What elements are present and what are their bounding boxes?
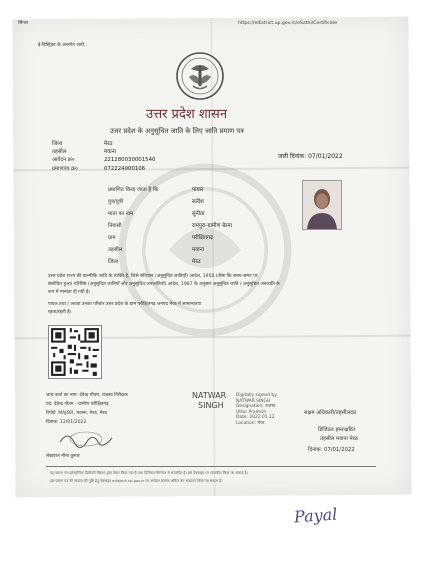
district-label: जिला	[52, 141, 63, 147]
field-label: पुत्र/पुत्री	[108, 199, 124, 205]
certificate-no-value: 072224000106	[104, 166, 146, 172]
field-value: सतीश	[192, 199, 204, 205]
digital-signature-stamp	[236, 393, 308, 431]
tehsil-label: तहसील	[52, 149, 67, 155]
stamp-line: Location: मेरठ	[236, 420, 265, 426]
field-value: रामपुरा-ग्रामीण बेरमा	[192, 223, 233, 229]
verification-line: दिनांक: 12/01/2022	[46, 420, 87, 425]
verification-line: जांच कर्ता का नाम: देवेन्द्र गौतम, राजस्व निरीक्षक	[46, 393, 128, 398]
verification-line: पद: देवेन्द्र गौतम - ग्रामीण परीक्षितगढ़	[46, 402, 109, 407]
field-label: ग्राम	[108, 235, 116, 241]
field-value: सुनीता	[192, 211, 205, 217]
field-value: परीक्षितगढ़	[192, 235, 214, 241]
header-left-tag: सिंगल	[18, 21, 28, 26]
verification-line: रिपोर्ट: MAJOR, मवाना, मेरठ, मेरठ	[46, 411, 108, 416]
verifier-signature-icon	[56, 428, 116, 450]
body-text-line: रूप में मान्यता दी गयी है।	[48, 290, 91, 295]
officer-title: सक्षम अधिकारी/तहसीलदार	[304, 410, 357, 416]
field-label: जिला	[108, 259, 119, 265]
field-label: माता का नाम	[108, 211, 134, 217]
signature-office-2: तहसील मवाना मेरठ	[320, 436, 358, 442]
issued-by-line: ई-डिस्ट्रिक्ट के अन्तर्गत जारी..	[38, 43, 87, 48]
header-url: https://edistrict.up.gov.in/eSathi/Certificate	[238, 21, 338, 26]
signature-office: डिजिटल हस्ताक्षरित	[318, 427, 356, 433]
signer-name-line2: SINGH	[198, 401, 224, 410]
stamp-line: Uttar Pradesh	[236, 409, 267, 415]
tehsil-value: मवाना	[104, 149, 117, 155]
application-no-label: आवेदन क्र०	[52, 157, 75, 163]
stamp-line: Digitally signed by	[236, 393, 277, 398]
field-label: तहसील	[108, 247, 123, 253]
certificate-no-label: प्रमाणपत्र क्र०	[52, 166, 78, 172]
stamp-line: Designation: राजस्व	[236, 404, 276, 409]
issue-date: जारी दिनांक: 07/01/2022	[278, 153, 343, 160]
certificate-main-title: उत्तर प्रदेश शासन	[146, 107, 228, 122]
applicant-photo	[302, 180, 342, 230]
signer-name-line1: NATWAR	[192, 391, 227, 400]
field-label: निवासी	[108, 223, 122, 229]
district-value: मेरठ	[104, 141, 113, 147]
application-no-value: 221280030001540	[104, 157, 156, 163]
body-text-line: रहता/रहती है।	[48, 310, 72, 315]
signature-date: दिनांक: 07/01/2022	[308, 447, 355, 453]
footer-divider	[46, 466, 376, 467]
body-text-line: उत्तर प्रदेश राज्य की वाल्मीकि जाति के व्यक्ति है, जिसे संविधान (अनुसूचित जातियाँ) आदेश, 1950 (जैसा कि समय-समय पर	[48, 274, 258, 279]
body-text-line: पायल तथा / अथवा उनका परिवार उत्तर प्रदेश के ग्राम परीक्षितगढ़ जनपद मेरठ में सामान्यतया	[48, 302, 202, 307]
qr-code	[48, 325, 102, 379]
body-text-line: संशोधित हुआ) परिशिष्ट (अनुसूचित जातियाँ और अनुसूचित जनजातियाँ) आदेश, 1967 के अनुसार अनुसूचित जाति / अनुसूचित जनजाति के	[48, 282, 280, 287]
verifier-footer-mark: लेखपाल मीना कुमार	[46, 454, 80, 459]
field-label: प्रमाणित किया जाता है कि	[108, 187, 159, 193]
up-govt-emblem-icon	[175, 51, 225, 101]
field-value: पायल	[192, 187, 204, 193]
stamp-line: Date: 2022.01.12	[236, 415, 275, 420]
footer-note: यह प्रमाण पत्र इलेक्ट्रॉनिक डिलीवरी सिस्टम द्वारा तैयार किया गया है तथा डिजिटल सिग्नेचर से सत्यापित है। इसे वेबसाइट पर सत्यापित किया जा सकता है।	[50, 471, 248, 475]
stamp-line: NATWAR SINGH	[236, 398, 271, 404]
field-value: मेरठ	[192, 259, 201, 265]
handwritten-signature: Payal	[293, 504, 338, 527]
footer-note: इस प्रमाण पत्र की सत्यता की पुष्टि हेतु वेबसाइट edistrict.up.gov.in पर आवेदन क्रमांक अंकित कर सत्यापन किया जा सकता है।	[50, 479, 223, 483]
certificate-subtitle: उत्तर प्रदेश के अनुसूचित जाति के लिए जाति प्रमाण पत्र	[110, 127, 244, 135]
field-value: मवाना	[192, 247, 205, 253]
